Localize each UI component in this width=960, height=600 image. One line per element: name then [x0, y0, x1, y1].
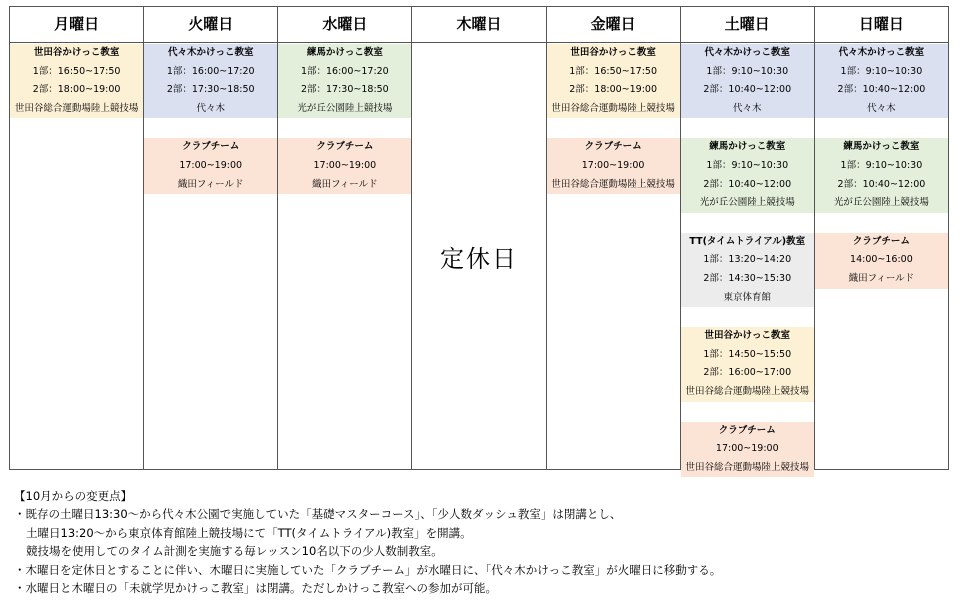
block-spacer — [681, 118, 814, 137]
block-spacer — [681, 402, 814, 421]
class-location: 東京体育館 — [723, 291, 772, 303]
weekly-schedule-table — [9, 6, 949, 473]
class-block — [144, 138, 277, 194]
class-title: クラブチーム — [182, 141, 240, 153]
day-header: 金曜日 — [547, 7, 680, 43]
block-spacer — [681, 213, 814, 232]
class-time: 1部：14:50~15:50 — [703, 348, 792, 360]
day-column — [681, 7, 815, 473]
block-spacer — [815, 213, 948, 232]
class-title: 練馬かけっこ教室 — [709, 141, 786, 153]
class-time: 2部：16:00~17:00 — [703, 367, 792, 379]
class-time: 2部：10:40~12:00 — [837, 84, 926, 96]
class-time: 1部：9:10~10:30 — [706, 159, 789, 171]
day-column — [144, 7, 278, 469]
block-spacer — [681, 307, 814, 326]
block-spacer — [547, 118, 680, 137]
class-block — [547, 138, 680, 194]
class-time: 1部：9:10~10:30 — [706, 65, 789, 77]
class-time: 2部：17:30~18:50 — [300, 84, 389, 96]
class-title: クラブチーム — [718, 424, 776, 436]
class-title: 世田谷かけっこ教室 — [570, 47, 656, 58]
class-time: 1部：16:00~17:20 — [166, 65, 255, 77]
class-block — [815, 44, 948, 118]
note-line: 競技場を使用してのタイム計測を実施する毎レッスン10名以下の少人数制教室。 — [26, 544, 443, 559]
class-location: 代々木 — [733, 102, 762, 114]
day-column — [815, 7, 948, 469]
class-time: 1部：16:50~17:50 — [32, 65, 121, 77]
closed-day-label: 定休日 — [439, 245, 518, 273]
class-time: 17:00~19:00 — [715, 443, 779, 455]
class-time: 1部：9:10~10:30 — [840, 65, 923, 77]
block-spacer — [144, 118, 277, 137]
class-time: 1部：13:20~14:20 — [703, 254, 792, 266]
class-time: 2部：10:40~12:00 — [837, 178, 926, 190]
day-header: 火曜日 — [144, 7, 277, 43]
class-block — [144, 44, 277, 118]
class-title: 練馬かけっこ教室 — [843, 141, 920, 153]
class-location: 織田フィールド — [177, 178, 244, 190]
class-location: 世田谷総合運動場陸上競技場 — [551, 102, 675, 114]
class-time: 1部：16:50~17:50 — [569, 65, 658, 77]
class-time: 2部：10:40~12:00 — [703, 84, 792, 96]
class-title: クラブチーム — [584, 141, 642, 153]
class-time: 2部：14:30~15:30 — [703, 272, 792, 284]
class-location: 光が丘公園陸上競技場 — [833, 197, 929, 209]
class-location: 織田フィールド — [848, 272, 915, 284]
class-title: 世田谷かけっこ教室 — [33, 47, 120, 58]
class-block — [681, 422, 814, 478]
class-title: クラブチーム — [852, 235, 910, 247]
change-notes — [14, 487, 721, 597]
class-title: 代々木かけっこ教室 — [838, 47, 925, 58]
note-line: ・既存の土曜日13:30～から代々木公園で実施していた「基礎マスターコース」、「少人数ダッシュ教室」は閉講とし、 — [14, 507, 622, 522]
class-location: 光が丘公園陸上競技場 — [297, 102, 393, 114]
block-spacer — [815, 118, 948, 137]
class-block — [815, 233, 948, 289]
class-title: 代々木かけっこ教室 — [167, 47, 254, 58]
class-location: 世田谷総合運動場陸上競技場 — [685, 385, 810, 397]
class-location: 代々木 — [196, 102, 225, 114]
class-block — [681, 44, 814, 118]
note-line: ・水曜日と木曜日の「未就学児かけっこ教室」は閉講。ただしかけっこ教室への参加が可能。 — [14, 581, 497, 596]
class-location: 代々木 — [867, 102, 896, 114]
class-time: 2部：18:00~19:00 — [569, 84, 658, 96]
day-column — [547, 7, 681, 469]
class-time: 17:00~19:00 — [581, 159, 645, 171]
class-time: 14:00~16:00 — [850, 254, 913, 266]
class-block — [547, 44, 680, 118]
day-column — [10, 7, 144, 469]
day-header: 水曜日 — [278, 7, 411, 43]
note-line: 土曜日13:20～から東京体育館陸上競技場にて「TT(タイムトライアル)教室」を開講。 — [26, 525, 472, 540]
day-column — [412, 7, 546, 469]
day-header: 木曜日 — [412, 7, 545, 43]
class-time: 1部：9:10~10:30 — [840, 159, 923, 171]
day-column — [278, 7, 412, 469]
block-spacer — [278, 118, 411, 137]
note-line: ・木曜日を定休日とすることに伴い、木曜日に実施していた「クラブチーム」が水曜日に、「代々木かけっこ教室」が火曜日に移動する。 — [14, 562, 722, 577]
notes-heading: 【10月からの変更点】 — [14, 489, 133, 503]
notes-list — [14, 505, 721, 597]
class-location: 光が丘公園陸上競技場 — [699, 197, 795, 209]
class-time: 17:00~19:00 — [179, 159, 243, 171]
class-block — [278, 44, 411, 118]
class-block — [681, 138, 814, 212]
day-header: 日曜日 — [815, 7, 948, 43]
class-time: 2部：10:40~12:00 — [703, 178, 792, 190]
class-time: 17:00~19:00 — [313, 159, 377, 171]
class-title: 練馬かけっこ教室 — [306, 47, 383, 58]
day-header: 土曜日 — [681, 7, 814, 43]
class-time: 1部：16:00~17:20 — [300, 65, 389, 77]
class-location: 世田谷総合運動場陸上競技場 — [551, 178, 675, 190]
class-title: 世田谷かけっこ教室 — [704, 330, 791, 342]
class-time: 2部：18:00~19:00 — [32, 84, 121, 96]
class-block — [278, 138, 411, 194]
class-block — [681, 233, 814, 307]
class-title: 代々木かけっこ教室 — [704, 47, 791, 58]
class-block — [10, 44, 143, 118]
class-location: 世田谷総合運動場陸上競技場 — [14, 102, 139, 114]
class-title: TT(タイムトライアル)教室 — [689, 235, 806, 247]
class-block — [681, 327, 814, 401]
class-location: 世田谷総合運動場陸上競技場 — [685, 461, 810, 473]
class-block — [815, 138, 948, 212]
class-title: クラブチーム — [316, 141, 374, 153]
class-time: 2部：17:30~18:50 — [166, 84, 255, 96]
day-header: 月曜日 — [10, 7, 143, 43]
class-location: 織田フィールド — [312, 178, 378, 190]
